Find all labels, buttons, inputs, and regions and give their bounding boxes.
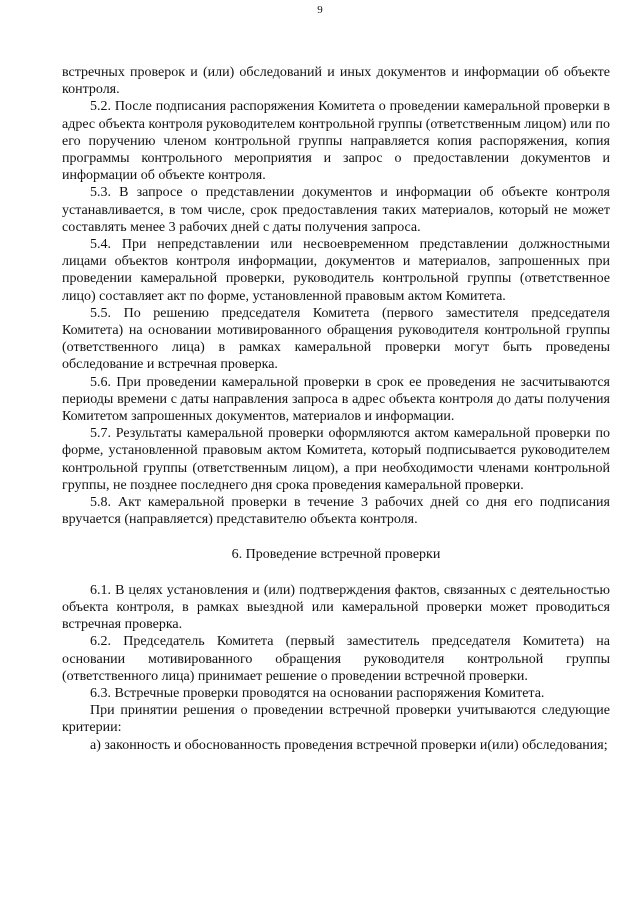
- section-5-paragraphs: [62, 64, 610, 528]
- paragraph: 5.4. При непредставлении или несвоевременном представлении должностными лицами объектов контроля информации, документов и материалов, запрошенных при проведении камеральной проверки, руководитель контрольной группы (ответственное лицо) составляет акт по форме, установленной правовым актом Комитета.: [62, 237, 610, 304]
- section-6-paragraphs: [62, 582, 610, 754]
- paragraph: 5.3. В запросе о представлении документов и информации об объекте контроля устанавливается, в том числе, срок предоставления таких материалов, который не может составлять менее 3 рабочих дней с даты получения запроса.: [62, 185, 610, 235]
- paragraph: При принятии решения о проведении встречной проверки учитываются следующие критерии:: [62, 703, 610, 736]
- section-title: 6. Проведение встречной проверки: [231, 547, 441, 563]
- paragraph: 5.6. При проведении камеральной проверки в срок ее проведения не засчитываются периоды времени с даты направления запроса в адрес объекта контроля до даты получения Комитетом запрошенных документов, материалов и информации.: [62, 374, 610, 425]
- paragraph: встречных проверок и (или) обследований и иных документов и информации об объекте контроля.: [62, 65, 610, 98]
- paragraph: 5.5. По решению председателя Комитета (первого заместителя председателя Комитета) на основании мотивированного обращения руководителя контрольной группы (ответственного лица) в рамках камеральной проверки могут быть проведены обследование и встречная проверка.: [62, 305, 610, 373]
- paragraph: а) законность и обоснованность проведения встречной проверки и(или) обследования;: [90, 737, 608, 753]
- paragraph: 5.7. Результаты камеральной проверки оформляются актом камеральной проверки по форме, установленной правовым актом Комитета, который подписывается руководителем контрольной группы (ответственным лицом), а при необходимости членами контрольной группы, не позднее последнего дня срока проведения камеральной проверки.: [62, 426, 610, 493]
- paragraph: 6.2. Председатель Комитета (первый заместитель председателя Комитета) на основании мотивированного обращения руководителя контрольной группы (ответственного лица) принимает решение о проведении встречной проверки.: [62, 634, 610, 684]
- paragraph: 6.3. Встречные проверки проводятся на основании распоряжения Комитета.: [90, 685, 545, 701]
- document-body: [62, 64, 610, 754]
- paragraph: 5.2. После подписания распоряжения Комитета о проведении камеральной проверки в адрес объекта контроля руководителем контрольной группы (ответственным лицом) или по его поручению членом контрольной группы направляется копия распоряжения, копия программы контрольного мероприятия и запрос о предоставлении документов и информации об объекте контроля.: [62, 99, 610, 184]
- paragraph: 5.8. Акт камеральной проверки в течение 3 рабочих дней со дня его подписания вручается (направляется) представителю объекта контроля.: [62, 495, 610, 528]
- paragraph: 6.1. В целях установления и (или) подтверждения фактов, связанных с деятельностью объекта контроля, в рамках выездной или камеральной проверки может проводиться встречная проверка.: [62, 582, 610, 633]
- page-number: 9: [317, 4, 323, 16]
